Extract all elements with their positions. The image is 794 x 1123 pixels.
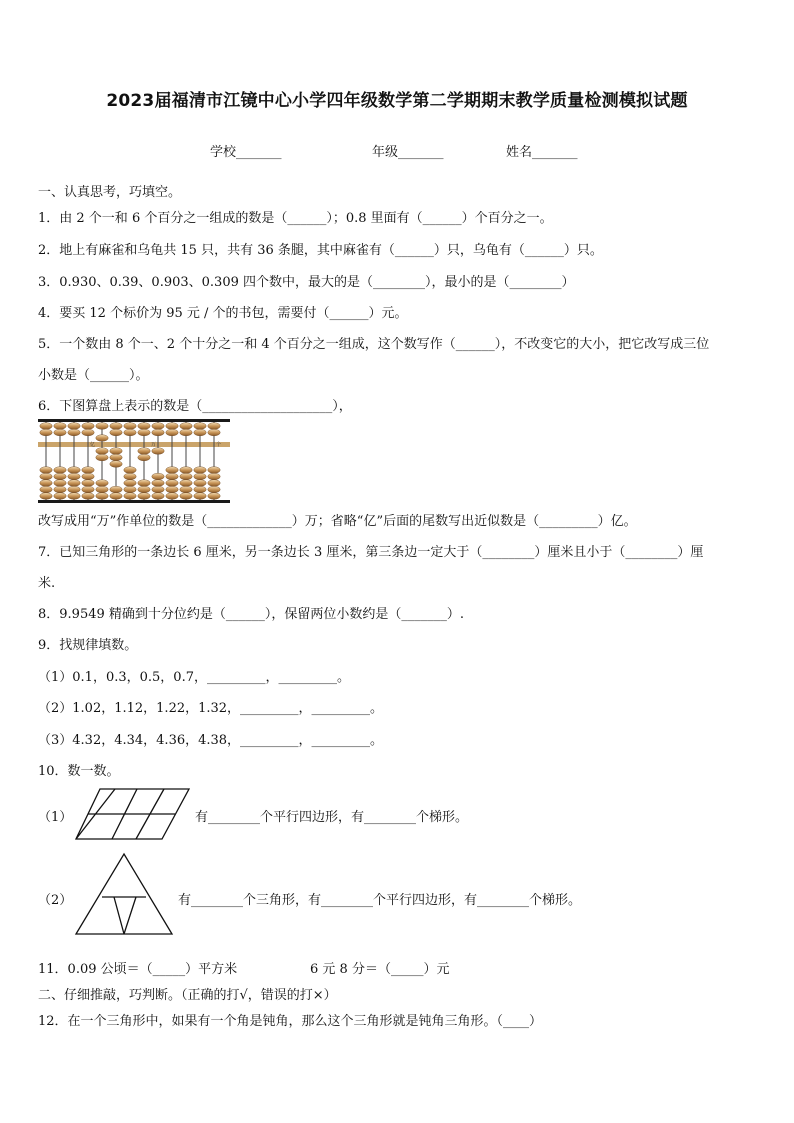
abacus-bead [152,480,164,487]
question-2: 2．地上有麻雀和乌龟共 15 只，共有 36 条腿，其中麻雀有（______）只，乌龟有（______）只。 [38,243,603,258]
abacus-bead [194,423,206,430]
question-3: 3．0.930、0.39、0.903、0.309 四个数中，最大的是（________），最小的是（________） [38,275,575,290]
abacus-bead [152,486,164,493]
abacus-bead [54,429,66,436]
abacus-bead [68,467,80,474]
abacus-bead [124,480,136,487]
grade-field: 年级_______ [372,145,444,160]
abacus-bead [138,486,150,493]
section-2-heading: 二、仔细推敲，巧判断。（正确的打√，错误的打×） [38,988,337,1003]
abacus-bead [40,493,52,500]
page-title: 2023届福清市江镜中心小学四年级数学第二学期期末教学质量检测模拟试题 [106,91,688,111]
abacus-bead [110,493,122,500]
abacus-bead [152,429,164,436]
abacus-bead [124,473,136,480]
abacus-bead [82,493,94,500]
abacus-bead [194,429,206,436]
abacus-bead [124,423,136,430]
abacus-bead [138,480,150,487]
abacus-bead [152,473,164,480]
abacus-bead [208,480,220,487]
abacus-bead [166,423,178,430]
abacus-bead [40,423,52,430]
abacus-bead [54,473,66,480]
abacus-bead [40,473,52,480]
abacus-bead [208,493,220,500]
question-10: 10．数一数。 [38,764,120,779]
question-6-line2: 改写成用“万”作单位的数是（_____________）万；省略“亿”后面的尾数写出近似数是（_________）亿。 [38,514,637,529]
abacus-bead [110,454,122,461]
abacus-bead [82,467,94,474]
abacus-bead [54,423,66,430]
abacus-bead [194,480,206,487]
abacus-bead [124,486,136,493]
abacus-bead [110,429,122,436]
question-10-part2-label: （2） [38,893,73,908]
abacus-bead [166,429,178,436]
abacus-bead [166,486,178,493]
abacus-bead [180,486,192,493]
abacus-bead [124,429,136,436]
abacus-bead [180,473,192,480]
question-7-line1: 7．已知三角形的一条边长 6 厘米，另一条边长 3 厘米，第三条边一定大于（________）厘米且小于（________）厘 [38,545,704,560]
abacus-bead [110,423,122,430]
question-10-part2-text: 有________个三角形，有________个平行四边形，有________个梯形。 [178,893,582,908]
abacus-bead [138,429,150,436]
question-10-part1-text: 有________个平行四边形，有________个梯形。 [195,810,469,825]
abacus-bead [110,448,122,455]
question-8: 8．9.9549 精确到十分位约是（______），保留两位小数约是（_______）. [38,607,465,622]
abacus-bead [124,467,136,474]
abacus-bead [138,493,150,500]
section-1-heading: 一、认真思考，巧填空。 [38,185,182,200]
abacus-bead [110,486,122,493]
abacus-bead [82,423,94,430]
question-5-line1: 5．一个数由 8 个一、2 个十分之一和 4 个百分之一组成，这个数写作（______），不改变它的大小，把它改写成三位 [38,337,710,352]
abacus-bead [138,423,150,430]
abacus-label-yi: 亿 [90,442,96,448]
abacus-bead [152,448,164,455]
abacus-bead [82,473,94,480]
abacus-bead [110,461,122,468]
question-6: 6．下图算盘上表示的数是（____________________）， [38,399,352,414]
abacus-bead [54,467,66,474]
abacus-bead [40,480,52,487]
abacus-bead [124,493,136,500]
triangle-figure [74,852,174,936]
abacus-label-ge: 个 [216,442,222,448]
abacus-bead [138,454,150,461]
abacus-bead [40,429,52,436]
triangle-outline [76,854,172,934]
abacus-bead [68,493,80,500]
abacus-bead [96,448,108,455]
abacus-bead [68,480,80,487]
abacus-bead [40,467,52,474]
abacus-bead [152,423,164,430]
abacus-bead [82,486,94,493]
question-11-part-a: 11．0.09 公顷＝（_____）平方米 [38,962,238,977]
name-field: 姓名_______ [506,145,578,160]
question-9-part3: （3）4.32，4.34，4.36，4.38，_________，_________。 [38,733,384,748]
abacus-bead [194,493,206,500]
question-11-part-b: 6 元 8 分＝（_____）元 [310,962,450,977]
abacus-bead [180,493,192,500]
abacus-bead [166,493,178,500]
abacus-bead [96,486,108,493]
abacus-bead [194,473,206,480]
question-4: 4．要买 12 个标价为 95 元 / 个的书包，需要付（______）元。 [38,306,408,321]
abacus-bead [54,493,66,500]
abacus-bead [68,423,80,430]
abacus-bead [194,467,206,474]
abacus-bead [68,429,80,436]
parallelogram-figure [74,787,192,841]
abacus-bead [54,480,66,487]
abacus-bead [96,480,108,487]
abacus-bead [208,467,220,474]
abacus-bead [180,423,192,430]
abacus-bead [54,486,66,493]
abacus-figure [38,419,230,503]
abacus-bead [194,486,206,493]
question-9: 9．找规律填数。 [38,638,138,653]
abacus-bead [96,435,108,442]
question-1: 1．由 2 个一和 6 个百分之一组成的数是（______）；0.8 里面有（______）个百分之一。 [38,211,553,226]
abacus-bead [180,429,192,436]
question-12: 12．在一个三角形中，如果有一个角是钝角，那么这个三角形就是钝角三角形。（____） [38,1014,543,1029]
abacus-bead [138,448,150,455]
school-field: 学校_______ [210,145,282,160]
abacus-bead [166,473,178,480]
question-10-part1-label: （1） [38,810,73,825]
abacus-bead [180,467,192,474]
abacus-bead [166,480,178,487]
question-5-line2: 小数是（______）。 [38,368,149,383]
abacus-bead [208,473,220,480]
question-9-part1: （1）0.1，0.3，0.5，0.7，_________，_________。 [38,670,350,685]
abacus-bead [68,473,80,480]
abacus-bead [96,454,108,461]
abacus-bead [96,493,108,500]
abacus-bead [96,423,108,430]
abacus-bead [208,423,220,430]
abacus-bead [40,486,52,493]
abacus-label-wan: 万 [151,442,157,448]
abacus-bead [68,486,80,493]
abacus-bead [180,480,192,487]
abacus-bead [208,486,220,493]
abacus-bead [82,480,94,487]
abacus-bead [166,467,178,474]
abacus-bead [208,429,220,436]
abacus-bead [152,493,164,500]
question-7-line2: 米. [38,576,56,591]
abacus-bead [82,429,94,436]
question-9-part2: （2）1.02，1.12，1.22，1.32，_________，_________。 [38,701,384,716]
